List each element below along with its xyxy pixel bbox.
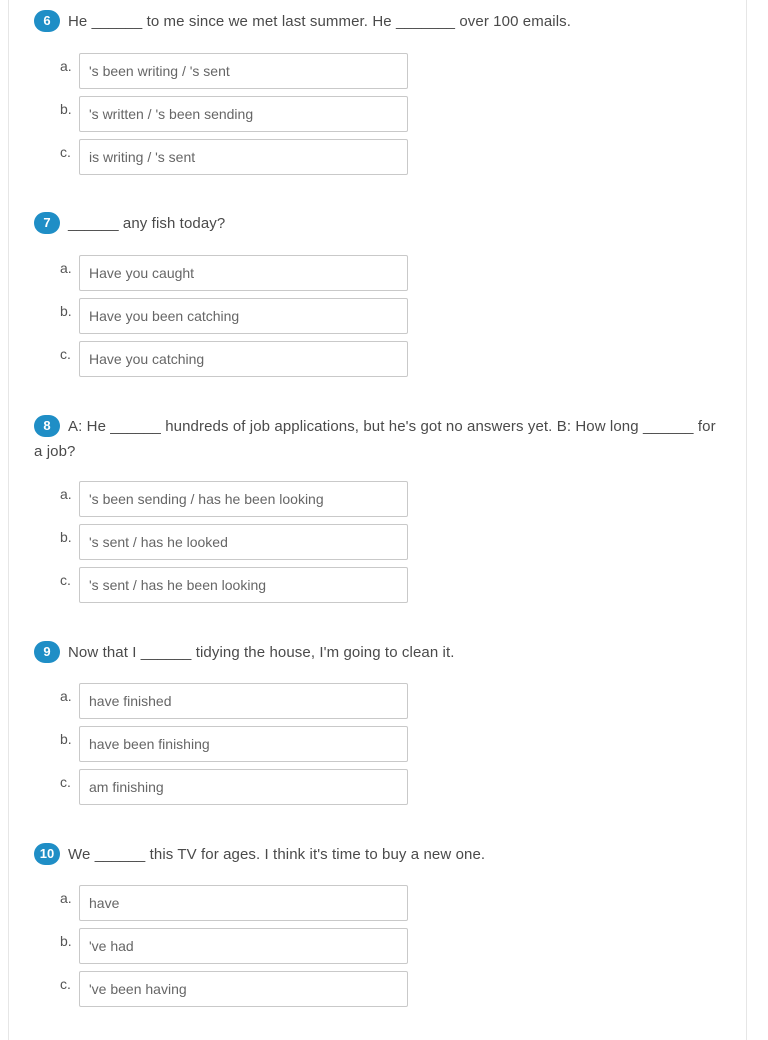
option-letter: b. [60, 731, 72, 747]
option-b[interactable] [0, 96, 768, 132]
option-letter: c. [60, 572, 71, 588]
question-text: A: He ______ hundreds of job applications, but he's got no answers yet. B: How long ______ for a job? [34, 418, 716, 460]
option-b[interactable] [0, 726, 768, 762]
answer-option-button[interactable]: Have you caught [79, 255, 408, 291]
question-prompt [34, 211, 724, 236]
answer-option-button[interactable]: 's sent / has he looked [79, 524, 408, 560]
answer-option-button[interactable]: Have you been catching [79, 298, 408, 334]
option-letter: b. [60, 303, 72, 319]
option-letter: c. [60, 976, 71, 992]
option-letter: a. [60, 890, 72, 906]
option-b[interactable] [0, 928, 768, 964]
option-letter: c. [60, 346, 71, 362]
answer-option-button[interactable]: 's been sending / has he been looking [79, 481, 408, 517]
question-number-badge: 9 [34, 641, 60, 663]
option-c[interactable] [0, 567, 768, 603]
option-letter: a. [60, 486, 72, 502]
option-c[interactable] [0, 769, 768, 805]
answer-option-button[interactable]: have finished [79, 683, 408, 719]
question-prompt [34, 842, 724, 867]
option-c[interactable] [0, 971, 768, 1007]
option-a[interactable] [0, 683, 768, 719]
option-c[interactable] [0, 341, 768, 377]
option-letter: a. [60, 260, 72, 276]
answer-option-button[interactable]: 've been having [79, 971, 408, 1007]
question-number-badge: 6 [34, 10, 60, 32]
option-a[interactable] [0, 53, 768, 89]
option-letter: a. [60, 58, 72, 74]
question-number-badge: 7 [34, 212, 60, 234]
option-a[interactable] [0, 481, 768, 517]
option-letter: a. [60, 688, 72, 704]
answer-option-button[interactable]: have been finishing [79, 726, 408, 762]
answer-option-button[interactable]: am finishing [79, 769, 408, 805]
question-text: We ______ this TV for ages. I think it's time to buy a new one. [68, 846, 486, 863]
answer-option-button[interactable]: 's been writing / 's sent [79, 53, 408, 89]
option-letter: b. [60, 933, 72, 949]
answer-option-button[interactable]: Have you catching [79, 341, 408, 377]
option-letter: b. [60, 101, 72, 117]
question-text: ______ any fish today? [68, 215, 226, 232]
question-prompt [34, 9, 724, 34]
answer-option-button[interactable]: have [79, 885, 408, 921]
option-letter: c. [60, 774, 71, 790]
question-text: He ______ to me since we met last summer. He _______ over 100 emails. [68, 13, 571, 30]
question-number-badge: 10 [34, 843, 60, 865]
option-letter: b. [60, 529, 72, 545]
question-prompt [34, 414, 724, 464]
answer-option-button[interactable]: 've had [79, 928, 408, 964]
question-text: Now that I ______ tidying the house, I'm going to clean it. [68, 644, 455, 661]
answer-option-button[interactable]: is writing / 's sent [79, 139, 408, 175]
answer-option-button[interactable]: 's sent / has he been looking [79, 567, 408, 603]
option-a[interactable] [0, 885, 768, 921]
option-b[interactable] [0, 298, 768, 334]
question-number-badge: 8 [34, 415, 60, 437]
answer-option-button[interactable]: 's written / 's been sending [79, 96, 408, 132]
option-letter: c. [60, 144, 71, 160]
option-a[interactable] [0, 255, 768, 291]
option-b[interactable] [0, 524, 768, 560]
option-c[interactable] [0, 139, 768, 175]
question-prompt [34, 640, 724, 665]
